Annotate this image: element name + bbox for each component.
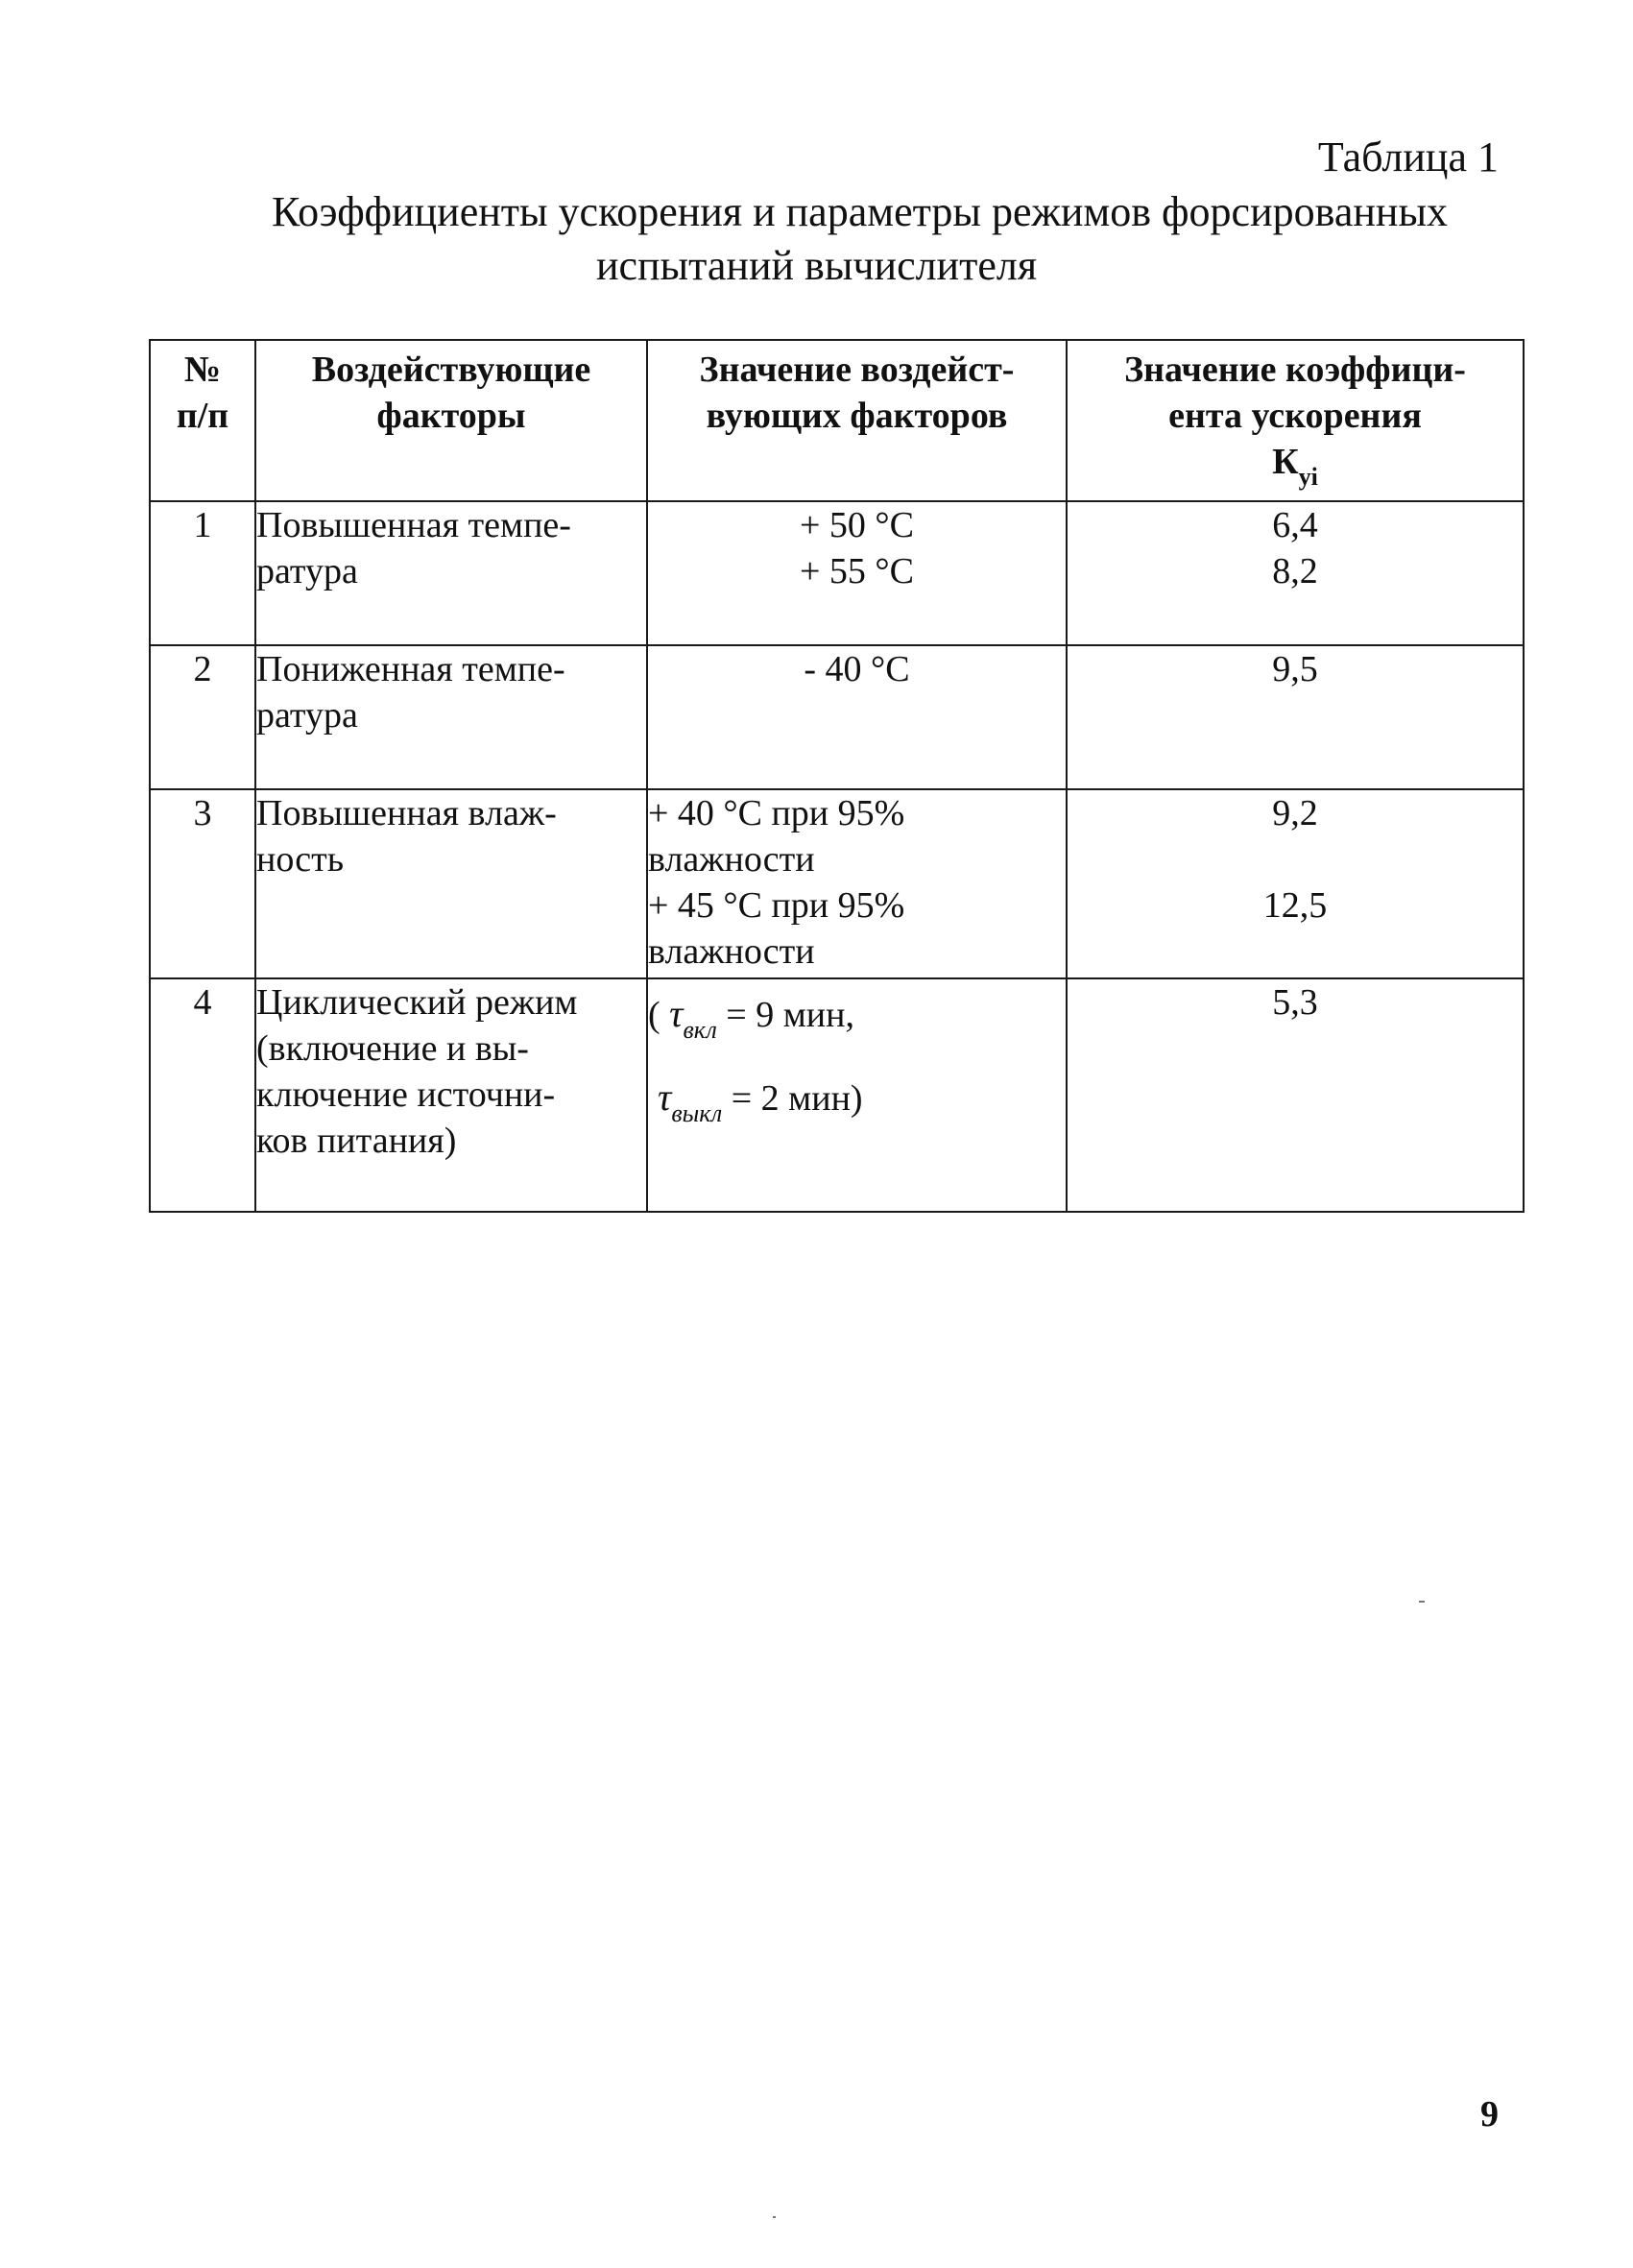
table-title: [0, 185, 1633, 293]
row-4-factor: [255, 978, 647, 1212]
table-row: [150, 978, 1524, 1212]
header-value-line-1: Значение воздейст-: [699, 350, 1015, 390]
tau-symbol: τ: [669, 992, 684, 1035]
row-3-value-2-line-1: + 45 °С при 95%: [648, 885, 905, 926]
row-3-factor: [255, 789, 647, 978]
row-1-coef: [1067, 501, 1524, 645]
table-header-row: [150, 340, 1524, 501]
header-num-line-1: №: [183, 350, 222, 390]
scan-speck: [773, 2216, 776, 2218]
row-1-factor: [255, 501, 647, 645]
coef-symbol: К: [1272, 442, 1299, 482]
row-2-factor-line-1: Пониженная темпе-: [256, 649, 565, 689]
row-1-value-2: + 55 °С: [800, 551, 914, 591]
row-1-value: [647, 501, 1067, 645]
header-coef: [1067, 340, 1524, 501]
page-number: 9: [1480, 2094, 1499, 2135]
header-coef-line-2: ента ускорения: [1168, 396, 1422, 436]
row-2-value-1: - 40 °С: [804, 649, 910, 689]
header-value: [647, 340, 1067, 501]
coef-symbol-sub: уi: [1298, 463, 1318, 491]
table-row: [150, 645, 1524, 789]
row-3-factor-line-2: ность: [256, 839, 345, 880]
row-2-factor: [255, 645, 647, 789]
tau-on-subscript: вкл: [683, 1016, 717, 1044]
row-1-factor-line-1: Повышенная темпе-: [256, 505, 571, 545]
header-factor-line-2: факторы: [376, 396, 526, 436]
row-1-coef-1: 6,4: [1272, 505, 1318, 545]
tau-on-value: = 9 мин,: [726, 995, 854, 1035]
row-1-factor-line-2: ратура: [256, 551, 358, 591]
row-3-coef-1: 9,2: [1272, 793, 1318, 833]
row-2-coef: [1067, 645, 1524, 789]
table-title-line-1: Коэффициенты ускорения и параметры режимов форсированных: [271, 188, 1449, 235]
row-4-coef: [1067, 978, 1524, 1212]
row-2-coef-1: 9,5: [1272, 649, 1318, 689]
row-4-factor-line-3: ключение источни-: [256, 1074, 556, 1115]
row-1-value-1: + 50 °С: [800, 505, 914, 545]
table-label: Таблица 1: [1317, 133, 1499, 181]
row-1-num: 1: [150, 501, 255, 645]
tau-symbol: τ: [658, 1075, 672, 1119]
row-3-value-1-line-2: влажности: [648, 839, 815, 880]
table-row: [150, 501, 1524, 645]
row-4-value: [647, 978, 1067, 1212]
tau-off-value: = 2 мин): [731, 1078, 863, 1119]
row-3-value: [647, 789, 1067, 978]
header-num: [150, 340, 255, 501]
header-coef-symbol: [1068, 439, 1523, 500]
row-3-value-2-line-2: влажности: [648, 931, 815, 972]
header-num-line-2: п/п: [176, 396, 229, 436]
open-paren: (: [648, 995, 660, 1035]
header-factor-line-1: Воздействующие: [311, 350, 591, 390]
row-3-value-1-line-1: + 40 °С при 95%: [648, 793, 905, 833]
scan-speck: [1419, 1601, 1425, 1603]
tau-off-subscript: выкл: [671, 1099, 723, 1127]
row-2-num: 2: [150, 645, 255, 789]
row-4-tau-on: [648, 991, 1066, 1053]
table-title-line-2: испытаний вычислителя: [595, 242, 1038, 289]
row-4-factor-line-2: (включение и вы-: [256, 1028, 529, 1069]
coefficients-table: [149, 339, 1525, 1213]
row-4-tau-off: [648, 1074, 1066, 1137]
row-2-value: [647, 645, 1067, 789]
header-factor: [255, 340, 647, 501]
row-3-factor-line-1: Повышенная влаж-: [256, 793, 557, 833]
row-4-factor-line-4: ков питания): [256, 1121, 457, 1161]
table-row: [150, 789, 1524, 978]
row-3-coef: [1067, 789, 1524, 978]
row-4-num: 4: [150, 978, 255, 1212]
row-4-coef-1: 5,3: [1272, 982, 1318, 1023]
row-3-num: 3: [150, 789, 255, 978]
row-3-coef-2: 12,5: [1262, 885, 1328, 926]
row-4-factor-line-1: Циклический режим: [256, 982, 578, 1023]
row-1-coef-2: 8,2: [1272, 551, 1318, 591]
header-value-line-2: вующих факторов: [706, 396, 1008, 436]
row-2-factor-line-2: ратура: [256, 695, 358, 736]
header-coef-line-1: Значение коэффици-: [1124, 350, 1466, 390]
row-3-coef-gap: [1068, 836, 1523, 852]
